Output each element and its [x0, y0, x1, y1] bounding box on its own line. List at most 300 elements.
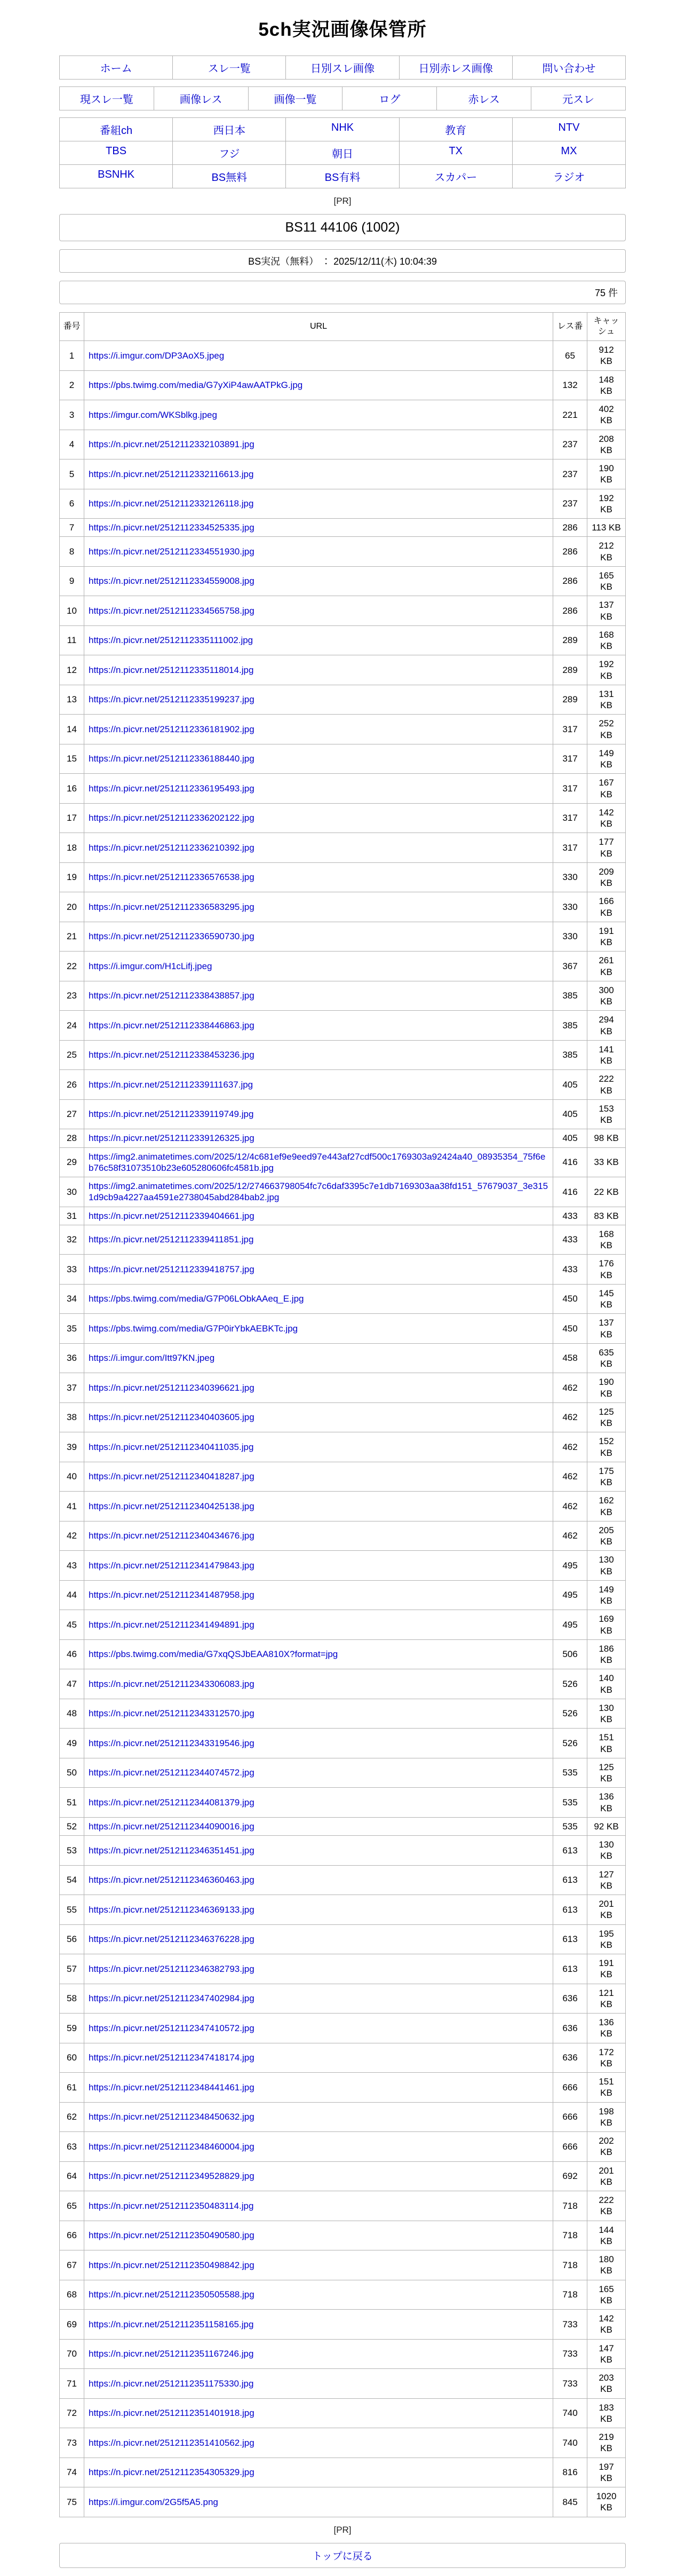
- table-row: [60, 2458, 626, 2487]
- nav-link[interactable]: NHK: [285, 117, 399, 141]
- url-cell: [84, 2250, 553, 2280]
- nav-link[interactable]: ホーム: [59, 56, 173, 80]
- table-row: [60, 1836, 626, 1866]
- nav-link[interactable]: 日別赤レス画像: [399, 56, 513, 80]
- res-number: 286: [553, 519, 587, 537]
- image-url-link[interactable]: https://i.imgur.com/H1cLifj.jpeg: [89, 961, 212, 971]
- image-url-link[interactable]: https://n.picvr.net/2512112338438857.jpg: [89, 990, 254, 1001]
- cache-size: 219 KB: [587, 2428, 626, 2458]
- image-url-link[interactable]: https://pbs.twimg.com/media/G7yXiP4awAATPkG.jpg: [89, 380, 303, 391]
- res-number: 718: [553, 2280, 587, 2310]
- cache-size: 172 KB: [587, 2043, 626, 2073]
- url-cell: [84, 1040, 553, 1070]
- res-number: 495: [553, 1580, 587, 1610]
- row-number: 32: [60, 1225, 84, 1255]
- nav-link[interactable]: ログ: [342, 86, 437, 110]
- url-cell: [84, 459, 553, 489]
- row-number: 16: [60, 774, 84, 804]
- url-cell: [84, 370, 553, 400]
- nav-link[interactable]: MX: [512, 141, 626, 165]
- row-number: 13: [60, 685, 84, 715]
- channel-nav-row-3: [59, 164, 626, 188]
- url-cell: [84, 1817, 553, 1835]
- row-number: 56: [60, 1924, 84, 1954]
- image-url-link[interactable]: https://n.picvr.net/2512112336576538.jpg: [89, 872, 254, 883]
- url-cell: [84, 2339, 553, 2369]
- image-url-link[interactable]: https://i.imgur.com/2G5f5A5.png: [89, 2496, 218, 2507]
- url-cell: [84, 803, 553, 833]
- res-number: 65: [553, 341, 587, 371]
- url-cell: [84, 430, 553, 459]
- url-cell: [84, 1865, 553, 1895]
- image-url-link[interactable]: https://n.picvr.net/2512112351410562.jpg: [89, 2437, 254, 2448]
- table-row: [60, 566, 626, 596]
- image-url-link[interactable]: https://n.picvr.net/2512112348441461.jpg: [89, 2082, 254, 2092]
- table-row: [60, 1817, 626, 1835]
- row-number: 38: [60, 1402, 84, 1432]
- image-url-link[interactable]: https://n.picvr.net/2512112341479843.jpg: [89, 1560, 254, 1571]
- image-url-link[interactable]: https://n.picvr.net/2512112340403605.jpg: [89, 1412, 254, 1423]
- res-number: 462: [553, 1373, 587, 1403]
- url-cell: [84, 1729, 553, 1758]
- cache-size: 165 KB: [587, 566, 626, 596]
- url-cell: [84, 2487, 553, 2517]
- url-cell: [84, 2043, 553, 2073]
- table-row: [60, 596, 626, 626]
- table-row: [60, 625, 626, 655]
- row-number: 39: [60, 1432, 84, 1462]
- image-url-link[interactable]: https://n.picvr.net/2512112336210392.jpg: [89, 842, 254, 853]
- url-cell: [84, 1129, 553, 1147]
- table-row: [60, 1462, 626, 1492]
- cache-size: 167 KB: [587, 774, 626, 804]
- res-number: 816: [553, 2458, 587, 2487]
- row-number: 65: [60, 2191, 84, 2221]
- nav-link[interactable]: 問い合わせ: [512, 56, 626, 80]
- cache-size: 144 KB: [587, 2221, 626, 2250]
- image-url-link[interactable]: https://n.picvr.net/2512112350490580.jpg: [89, 2230, 254, 2241]
- image-url-link[interactable]: https://n.picvr.net/2512112351175330.jpg: [89, 2378, 254, 2389]
- res-number: 526: [553, 1669, 587, 1699]
- image-url-link[interactable]: https://n.picvr.net/2512112336181902.jpg: [89, 724, 254, 734]
- nav-link[interactable]: 教育: [399, 117, 513, 141]
- res-number: 237: [553, 459, 587, 489]
- image-url-link[interactable]: https://n.picvr.net/2512112336583295.jpg: [89, 901, 254, 912]
- cache-size: 300 KB: [587, 981, 626, 1011]
- image-url-link[interactable]: https://n.picvr.net/2512112336202122.jpg: [89, 813, 254, 823]
- image-url-link[interactable]: https://n.picvr.net/2512112340411035.jpg: [89, 1441, 254, 1452]
- table-row: [60, 1207, 626, 1225]
- row-number: 61: [60, 2073, 84, 2103]
- image-url-link[interactable]: https://n.picvr.net/2512112340396621.jpg: [89, 1382, 254, 1393]
- table-row: [60, 2369, 626, 2399]
- cache-size: 98 KB: [587, 1129, 626, 1147]
- image-url-link[interactable]: https://n.picvr.net/2512112344081379.jpg: [89, 1797, 254, 1808]
- image-url-link[interactable]: https://n.picvr.net/2512112341487958.jpg: [89, 1590, 254, 1600]
- image-url-link[interactable]: https://n.picvr.net/2512112336590730.jpg: [89, 931, 254, 942]
- image-url-link[interactable]: https://n.picvr.net/2512112338446863.jpg: [89, 1020, 254, 1031]
- image-url-link[interactable]: https://n.picvr.net/2512112346351451.jpg: [89, 1845, 254, 1856]
- image-url-link[interactable]: https://img2.animatetimes.com/2025/12/4c681ef9e9eed97e443af27cdf500c1769303a92424a40_08935354_75f6eb76c58f31073510b23e605280606fc4581b.jpg: [89, 1151, 546, 1173]
- url-cell: [84, 2132, 553, 2162]
- table-row: [60, 537, 626, 567]
- table-row: [60, 1895, 626, 1925]
- image-url-link[interactable]: https://n.picvr.net/2512112341494891.jpg: [89, 1619, 254, 1630]
- nav-link[interactable]: ラジオ: [512, 164, 626, 188]
- cache-size: 145 KB: [587, 1284, 626, 1314]
- nav-link[interactable]: 画像レス: [154, 86, 249, 110]
- res-number: 666: [553, 2132, 587, 2162]
- nav-link[interactable]: NTV: [512, 117, 626, 141]
- image-url-link[interactable]: https://n.picvr.net/2512112351158165.jpg: [89, 2319, 254, 2329]
- image-url-link[interactable]: https://n.picvr.net/2512112344090016.jpg: [89, 1821, 254, 1832]
- nav-link[interactable]: スカパー: [399, 164, 513, 188]
- image-url-link[interactable]: https://n.picvr.net/2512112350498842.jpg: [89, 2260, 254, 2270]
- header-res: レス番: [553, 313, 587, 341]
- image-url-link[interactable]: https://n.picvr.net/2512112340425138.jpg: [89, 1501, 254, 1511]
- image-url-link[interactable]: https://n.picvr.net/2512112339418757.jpg: [89, 1264, 254, 1274]
- table-row: [60, 2280, 626, 2310]
- image-url-link[interactable]: https://i.imgur.com/DP3AoX5.jpeg: [89, 350, 225, 361]
- cache-size: 402 KB: [587, 400, 626, 430]
- url-cell: [84, 1836, 553, 1866]
- cache-size: 140 KB: [587, 1669, 626, 1699]
- image-url-link[interactable]: https://n.picvr.net/2512112334525335.jpg: [89, 522, 254, 533]
- table-row: [60, 715, 626, 744]
- cache-size: 202 KB: [587, 2132, 626, 2162]
- nav-link[interactable]: 赤レス: [436, 86, 531, 110]
- table-row: [60, 803, 626, 833]
- table-row: [60, 430, 626, 459]
- res-number: 666: [553, 2102, 587, 2132]
- image-url-link[interactable]: https://n.picvr.net/2512112340434676.jpg: [89, 1531, 254, 1541]
- res-number: 289: [553, 655, 587, 685]
- url-cell: [84, 1610, 553, 1640]
- image-url-link[interactable]: https://n.picvr.net/2512112346360463.jpg: [89, 1875, 254, 1885]
- image-url-link[interactable]: https://n.picvr.net/2512112335118014.jpg: [89, 664, 254, 675]
- nav-link[interactable]: 画像一覧: [248, 86, 343, 110]
- cache-size: 125 KB: [587, 1758, 626, 1788]
- image-url-link[interactable]: https://n.picvr.net/2512112351401918.jpg: [89, 2408, 254, 2419]
- res-number: 535: [553, 1788, 587, 1818]
- cache-size: 198 KB: [587, 2102, 626, 2132]
- row-number: 24: [60, 1011, 84, 1041]
- image-url-link[interactable]: https://n.picvr.net/2512112336195493.jpg: [89, 783, 254, 794]
- row-number: 1: [60, 341, 84, 371]
- image-url-link[interactable]: https://n.picvr.net/2512112346369133.jpg: [89, 1904, 254, 1915]
- url-cell: [84, 1924, 553, 1954]
- table-row: [60, 1284, 626, 1314]
- image-url-link[interactable]: https://n.picvr.net/2512112348450632.jpg: [89, 2112, 254, 2122]
- image-url-link[interactable]: https://pbs.twimg.com/media/G7P06LObkAAeq_E.jpg: [89, 1294, 304, 1304]
- cache-size: 192 KB: [587, 655, 626, 685]
- row-number: 55: [60, 1895, 84, 1925]
- res-number: 385: [553, 1040, 587, 1070]
- image-url-link[interactable]: https://n.picvr.net/2512112350483114.jpg: [89, 2200, 254, 2211]
- row-number: 51: [60, 1788, 84, 1818]
- row-number: 5: [60, 459, 84, 489]
- row-number: 49: [60, 1729, 84, 1758]
- cache-size: 22 KB: [587, 1177, 626, 1207]
- url-cell: [84, 1462, 553, 1492]
- row-number: 19: [60, 862, 84, 892]
- image-url-link[interactable]: https://n.picvr.net/2512112335199237.jpg: [89, 694, 254, 705]
- image-url-link[interactable]: https://n.picvr.net/2512112334551930.jpg: [89, 546, 254, 557]
- cache-size: 148 KB: [587, 370, 626, 400]
- header-url: URL: [84, 313, 553, 341]
- image-url-link[interactable]: https://n.picvr.net/2512112343312570.jpg: [89, 1708, 254, 1719]
- res-number: 462: [553, 1521, 587, 1551]
- res-number: 237: [553, 489, 587, 519]
- cache-size: 142 KB: [587, 803, 626, 833]
- table-row: [60, 1551, 626, 1581]
- image-url-link[interactable]: https://pbs.twimg.com/media/G7xqQSJbEAA810X?format=jpg: [89, 1649, 338, 1660]
- table-row: [60, 1669, 626, 1699]
- res-number: 330: [553, 922, 587, 952]
- image-url-link[interactable]: https://n.picvr.net/2512112332116613.jpg: [89, 469, 254, 479]
- header-row: [60, 313, 626, 341]
- image-url-link[interactable]: https://n.picvr.net/2512112339111637.jpg: [89, 1079, 253, 1090]
- image-url-link[interactable]: https://n.picvr.net/2512112339404661.jpg: [89, 1210, 254, 1221]
- cache-size: 191 KB: [587, 922, 626, 952]
- nav-link[interactable]: 元スレ: [531, 86, 626, 110]
- row-number: 7: [60, 519, 84, 537]
- image-url-link[interactable]: https://n.picvr.net/2512112339411851.jpg: [89, 1234, 254, 1245]
- image-url-link[interactable]: https://n.picvr.net/2512112349528829.jpg: [89, 2171, 254, 2182]
- row-number: 46: [60, 1639, 84, 1669]
- url-cell: [84, 1255, 553, 1285]
- cache-size: 191 KB: [587, 1954, 626, 1984]
- image-url-link[interactable]: https://n.picvr.net/2512112347410572.jpg: [89, 2023, 254, 2033]
- nav-link[interactable]: スレ一覧: [172, 56, 286, 80]
- image-url-link[interactable]: https://n.picvr.net/2512112347418174.jpg: [89, 2052, 254, 2063]
- table-row: [60, 2310, 626, 2340]
- image-url-link[interactable]: https://n.picvr.net/2512112354305329.jpg: [89, 2467, 254, 2478]
- res-number: 613: [553, 1836, 587, 1866]
- url-cell: [84, 952, 553, 981]
- table-row: [60, 1924, 626, 1954]
- row-number: 9: [60, 566, 84, 596]
- res-number: 416: [553, 1147, 587, 1177]
- row-number: 64: [60, 2161, 84, 2191]
- row-number: 12: [60, 655, 84, 685]
- row-number: 57: [60, 1954, 84, 1984]
- cache-size: 209 KB: [587, 862, 626, 892]
- thread-nav-row: [59, 86, 626, 110]
- nav-link[interactable]: BS無料: [172, 164, 286, 188]
- item-count: 75 件: [59, 281, 626, 304]
- image-url-link[interactable]: https://n.picvr.net/2512112332103891.jpg: [89, 439, 254, 450]
- table-row: [60, 2398, 626, 2428]
- res-number: 385: [553, 1011, 587, 1041]
- res-number: 367: [553, 952, 587, 981]
- res-number: 405: [553, 1099, 587, 1129]
- row-number: 40: [60, 1462, 84, 1492]
- row-number: 62: [60, 2102, 84, 2132]
- res-number: 385: [553, 981, 587, 1011]
- res-number: 433: [553, 1225, 587, 1255]
- table-row: [60, 1314, 626, 1344]
- image-url-link[interactable]: https://n.picvr.net/2512112339119749.jpg: [89, 1109, 254, 1120]
- url-cell: [84, 1639, 553, 1669]
- image-url-link[interactable]: https://n.picvr.net/2512112339126325.jpg: [89, 1133, 254, 1144]
- res-number: 462: [553, 1432, 587, 1462]
- table-row: [60, 1492, 626, 1521]
- image-url-link[interactable]: https://n.picvr.net/2512112336188440.jpg: [89, 754, 254, 764]
- cache-size: 162 KB: [587, 1492, 626, 1521]
- back-to-top-box: [59, 2543, 626, 2568]
- cache-size: 166 KB: [587, 892, 626, 922]
- image-table: [59, 312, 626, 2517]
- table-row: [60, 1129, 626, 1147]
- table-row: [60, 519, 626, 537]
- image-url-link[interactable]: https://n.picvr.net/2512112334565758.jpg: [89, 605, 254, 616]
- nav-link[interactable]: 現スレ一覧: [59, 86, 154, 110]
- res-number: 458: [553, 1343, 587, 1373]
- row-number: 63: [60, 2132, 84, 2162]
- image-url-link[interactable]: https://i.imgur.com/Itt97KN.jpeg: [89, 1353, 215, 1364]
- table-row: [60, 2339, 626, 2369]
- image-url-link[interactable]: https://n.picvr.net/2512112343306083.jpg: [89, 1678, 254, 1689]
- nav-link[interactable]: フジ: [172, 141, 286, 165]
- row-number: 52: [60, 1817, 84, 1835]
- image-url-link[interactable]: https://n.picvr.net/2512112346382793.jpg: [89, 1963, 254, 1974]
- res-number: 433: [553, 1207, 587, 1225]
- url-cell: [84, 1099, 553, 1129]
- pr-label-top: [PR]: [333, 196, 352, 206]
- nav-link[interactable]: BS有料: [285, 164, 399, 188]
- row-number: 67: [60, 2250, 84, 2280]
- nav-link[interactable]: 日別スレ画像: [285, 56, 399, 80]
- res-number: 733: [553, 2339, 587, 2369]
- table-row: [60, 1984, 626, 2014]
- cache-size: 205 KB: [587, 1521, 626, 1551]
- row-number: 36: [60, 1343, 84, 1373]
- cache-size: 125 KB: [587, 1402, 626, 1432]
- table-row: [60, 2161, 626, 2191]
- cache-size: 147 KB: [587, 2339, 626, 2369]
- url-cell: [84, 2310, 553, 2340]
- table-row: [60, 2191, 626, 2221]
- url-cell: [84, 489, 553, 519]
- image-url-link[interactable]: https://n.picvr.net/2512112346376228.jpg: [89, 1934, 254, 1945]
- cache-size: 635 KB: [587, 1343, 626, 1373]
- cache-size: 175 KB: [587, 1462, 626, 1492]
- url-cell: [84, 1011, 553, 1041]
- cache-size: 121 KB: [587, 1984, 626, 2014]
- image-url-link[interactable]: https://n.picvr.net/2512112348460004.jpg: [89, 2141, 254, 2152]
- url-cell: [84, 1699, 553, 1729]
- image-url-link[interactable]: https://pbs.twimg.com/media/G7P0irYbkAEBKTc.jpg: [89, 1323, 298, 1334]
- res-number: 462: [553, 1402, 587, 1432]
- res-number: 317: [553, 833, 587, 863]
- cache-size: 92 KB: [587, 1817, 626, 1835]
- row-number: 69: [60, 2310, 84, 2340]
- image-url-link[interactable]: https://n.picvr.net/2512112335111002.jpg: [89, 635, 253, 646]
- image-url-link[interactable]: https://n.picvr.net/2512112332126118.jpg: [89, 498, 254, 509]
- cache-size: 195 KB: [587, 1924, 626, 1954]
- row-number: 75: [60, 2487, 84, 2517]
- url-cell: [84, 1177, 553, 1207]
- page-title: 5ch実況画像保管所: [258, 19, 427, 40]
- image-url-link[interactable]: https://n.picvr.net/2512112334559008.jpg: [89, 576, 254, 586]
- nav-link[interactable]: 朝日: [285, 141, 399, 165]
- table-row: [60, 1432, 626, 1462]
- table-row: [60, 1147, 626, 1177]
- image-url-link[interactable]: https://n.picvr.net/2512112350505588.jpg: [89, 2289, 254, 2300]
- table-row: [60, 1758, 626, 1788]
- nav-link[interactable]: TBS: [59, 141, 173, 165]
- table-row: [60, 2073, 626, 2103]
- url-cell: [84, 1984, 553, 2014]
- nav-link[interactable]: 番組ch: [59, 117, 173, 141]
- cache-size: 261 KB: [587, 952, 626, 981]
- table-row: [60, 1373, 626, 1403]
- cache-size: 141 KB: [587, 1040, 626, 1070]
- url-cell: [84, 625, 553, 655]
- res-number: 289: [553, 685, 587, 715]
- table-row: [60, 1099, 626, 1129]
- row-number: 6: [60, 489, 84, 519]
- row-number: 73: [60, 2428, 84, 2458]
- url-cell: [84, 2191, 553, 2221]
- res-number: 317: [553, 744, 587, 774]
- res-number: 450: [553, 1284, 587, 1314]
- table-row: [60, 1954, 626, 1984]
- res-number: 405: [553, 1070, 587, 1100]
- cache-size: 1020 KB: [587, 2487, 626, 2517]
- table-row: [60, 1729, 626, 1758]
- image-url-link[interactable]: https://imgur.com/WKSblkg.jpeg: [89, 409, 217, 420]
- url-cell: [84, 892, 553, 922]
- nav-link[interactable]: 西日本: [172, 117, 286, 141]
- row-number: 44: [60, 1580, 84, 1610]
- table-row: [60, 400, 626, 430]
- cache-size: 137 KB: [587, 596, 626, 626]
- cache-size: 136 KB: [587, 1788, 626, 1818]
- channel-nav-row-2: [59, 141, 626, 165]
- nav-link[interactable]: BSNHK: [59, 164, 173, 188]
- image-url-link[interactable]: https://n.picvr.net/2512112344074572.jpg: [89, 1767, 254, 1778]
- image-url-link[interactable]: https://n.picvr.net/2512112347402984.jpg: [89, 1993, 254, 2004]
- image-url-link[interactable]: https://n.picvr.net/2512112338453236.jpg: [89, 1050, 254, 1060]
- row-number: 42: [60, 1521, 84, 1551]
- table-row: [60, 1040, 626, 1070]
- cache-size: 136 KB: [587, 2014, 626, 2043]
- back-to-top-link[interactable]: トップに戻る: [312, 2550, 373, 2562]
- cache-size: 149 KB: [587, 744, 626, 774]
- res-number: 613: [553, 1865, 587, 1895]
- image-url-link[interactable]: https://img2.animatetimes.com/2025/12/274663798054fc7c6daf3395c7e1db7169303aa38fd151_57679037_3e3151d9cb9a4227aa4591e2738045abd284bab2.jpg: [89, 1181, 548, 1203]
- image-url-link[interactable]: https://n.picvr.net/2512112343319546.jpg: [89, 1738, 254, 1748]
- row-number: 22: [60, 952, 84, 981]
- res-number: 636: [553, 2014, 587, 2043]
- url-cell: [84, 774, 553, 804]
- image-url-link[interactable]: https://n.picvr.net/2512112351167246.jpg: [89, 2349, 254, 2359]
- row-number: 72: [60, 2398, 84, 2428]
- row-number: 47: [60, 1669, 84, 1699]
- url-cell: [84, 2458, 553, 2487]
- res-number: 613: [553, 1895, 587, 1925]
- table-row: [60, 2014, 626, 2043]
- cache-size: 113 KB: [587, 519, 626, 537]
- cache-size: 127 KB: [587, 1865, 626, 1895]
- table-row: [60, 1255, 626, 1285]
- table-row: [60, 2102, 626, 2132]
- nav-link[interactable]: TX: [399, 141, 513, 165]
- image-url-link[interactable]: https://n.picvr.net/2512112340418287.jpg: [89, 1471, 254, 1482]
- table-row: [60, 1070, 626, 1100]
